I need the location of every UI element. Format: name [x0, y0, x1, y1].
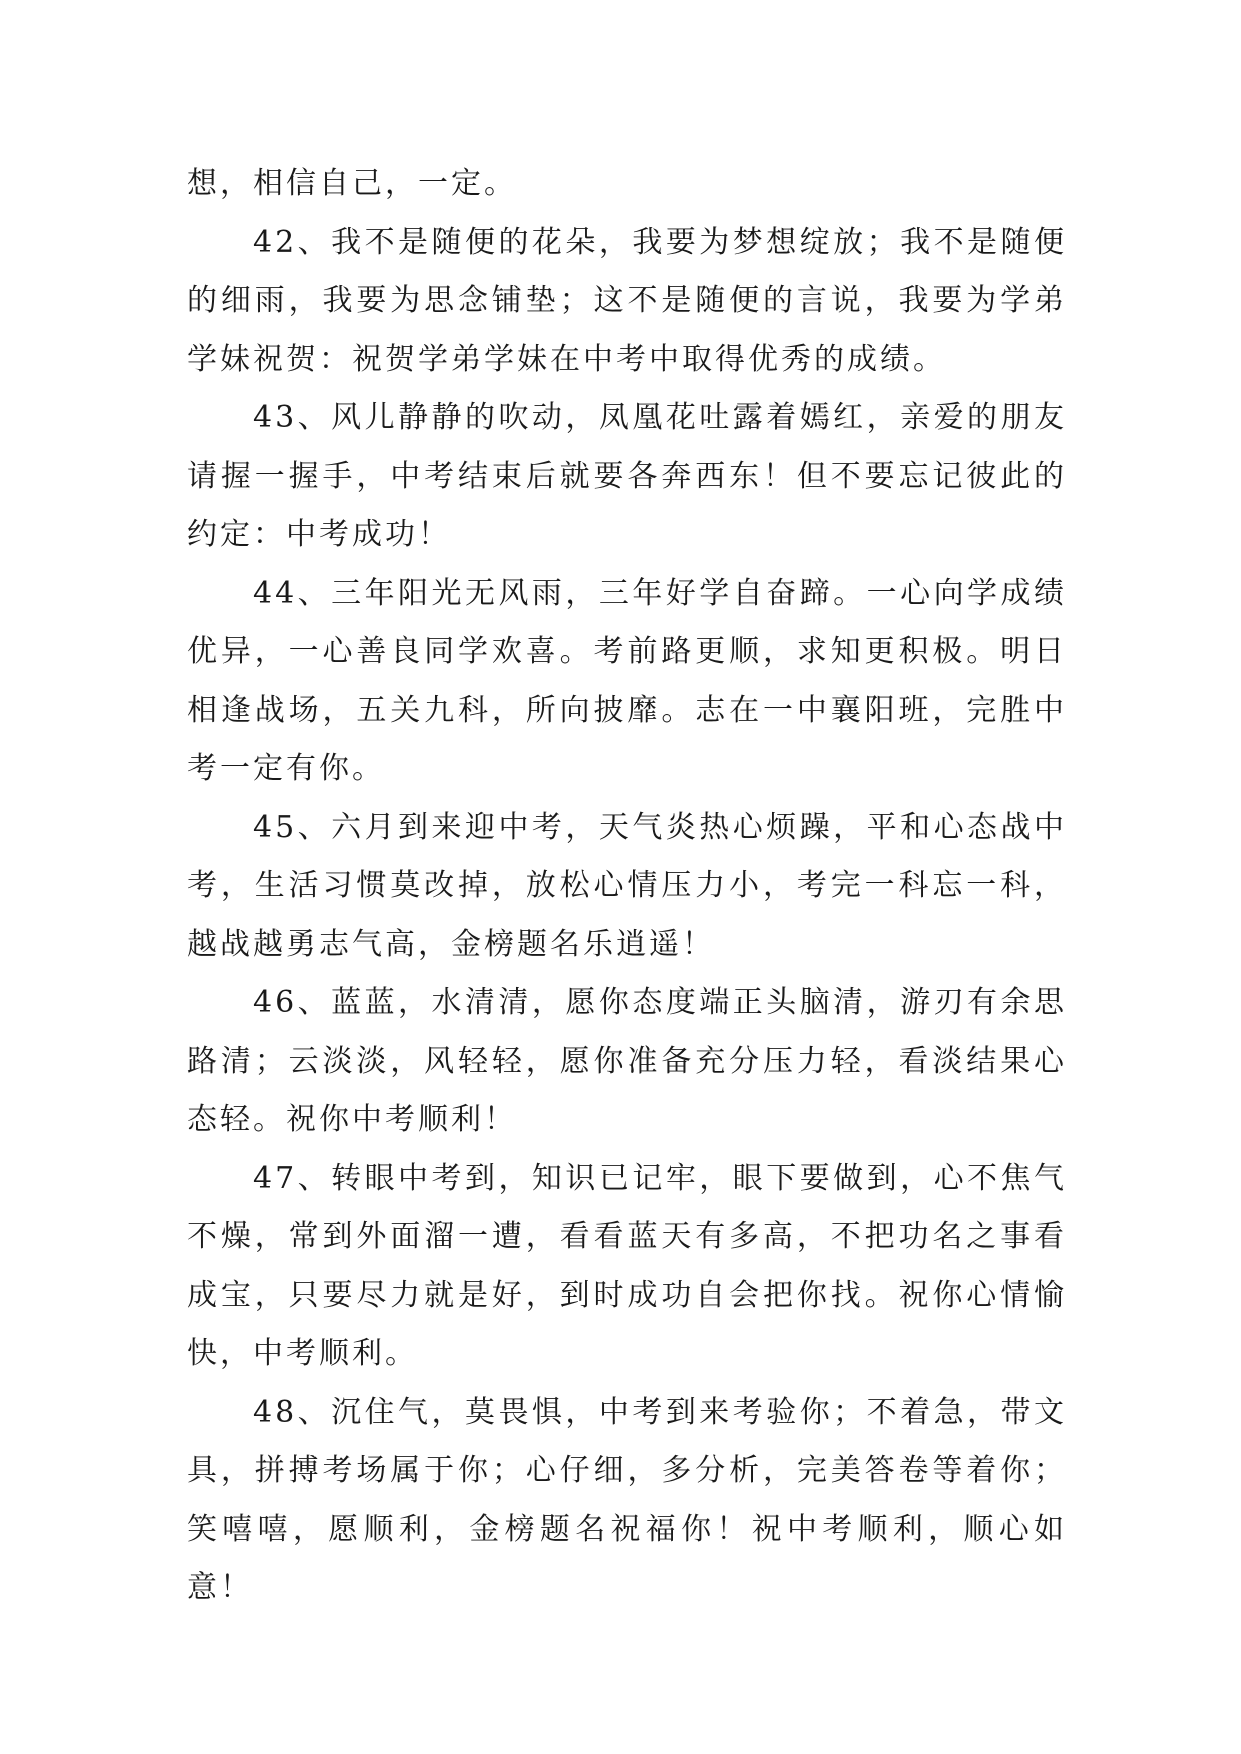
paragraph-46: 46、蓝蓝，水清清，愿你态度端正头脑清，游刃有余思路清；云淡淡，风轻轻，愿你准备充分压力轻，看淡结果心态轻。祝你中考顺利！ [187, 985, 1067, 1137]
paragraph-continuation: 想，相信自己，一定。 [187, 166, 517, 201]
paragraph-43: 43、风儿静静的吹动，凤凰花吐露着嫣红，亲爱的朋友请握一握手，中考结束后就要各奔西东！但不要忘记彼此的约定：中考成功！ [187, 400, 1067, 552]
document-body [187, 155, 1067, 1618]
paragraph-44: 44、三年阳光无风雨，三年好学自奋蹄。一心向学成绩优异，一心善良同学欢喜。考前路更顺，求知更积极。明日相逢战场，五关九科，所向披靡。志在一中襄阳班，完胜中考一定有你。 [187, 575, 1067, 786]
paragraph-42: 42、我不是随便的花朵，我要为梦想绽放；我不是随便的细雨，我要为思念铺垫；这不是随便的言说，我要为学弟学妹祝贺：祝贺学弟学妹在中考中取得优秀的成绩。 [187, 224, 1067, 377]
paragraph-47: 47、转眼中考到，知识已记牢，眼下要做到，心不焦气不燥，常到外面溜一遭，看看蓝天有多高，不把功名之事看成宝，只要尽力就是好，到时成功自会把你找。祝你心情愉快，中考顺利。 [187, 1160, 1067, 1371]
paragraph-45: 45、六月到来迎中考，天气炎热心烦躁，平和心态战中考，生活习惯莫改掉，放松心情压力小，考完一科忘一科，越战越勇志气高，金榜题名乐逍遥！ [187, 809, 1067, 962]
paragraph-48: 48、沉住气，莫畏惧，中考到来考验你；不着急，带文具，拼搏考场属于你；心仔细，多分析，完美答卷等着你；笑嘻嘻，愿顺利，金榜题名祝福你！祝中考顺利，顺心如意！ [187, 1394, 1067, 1605]
